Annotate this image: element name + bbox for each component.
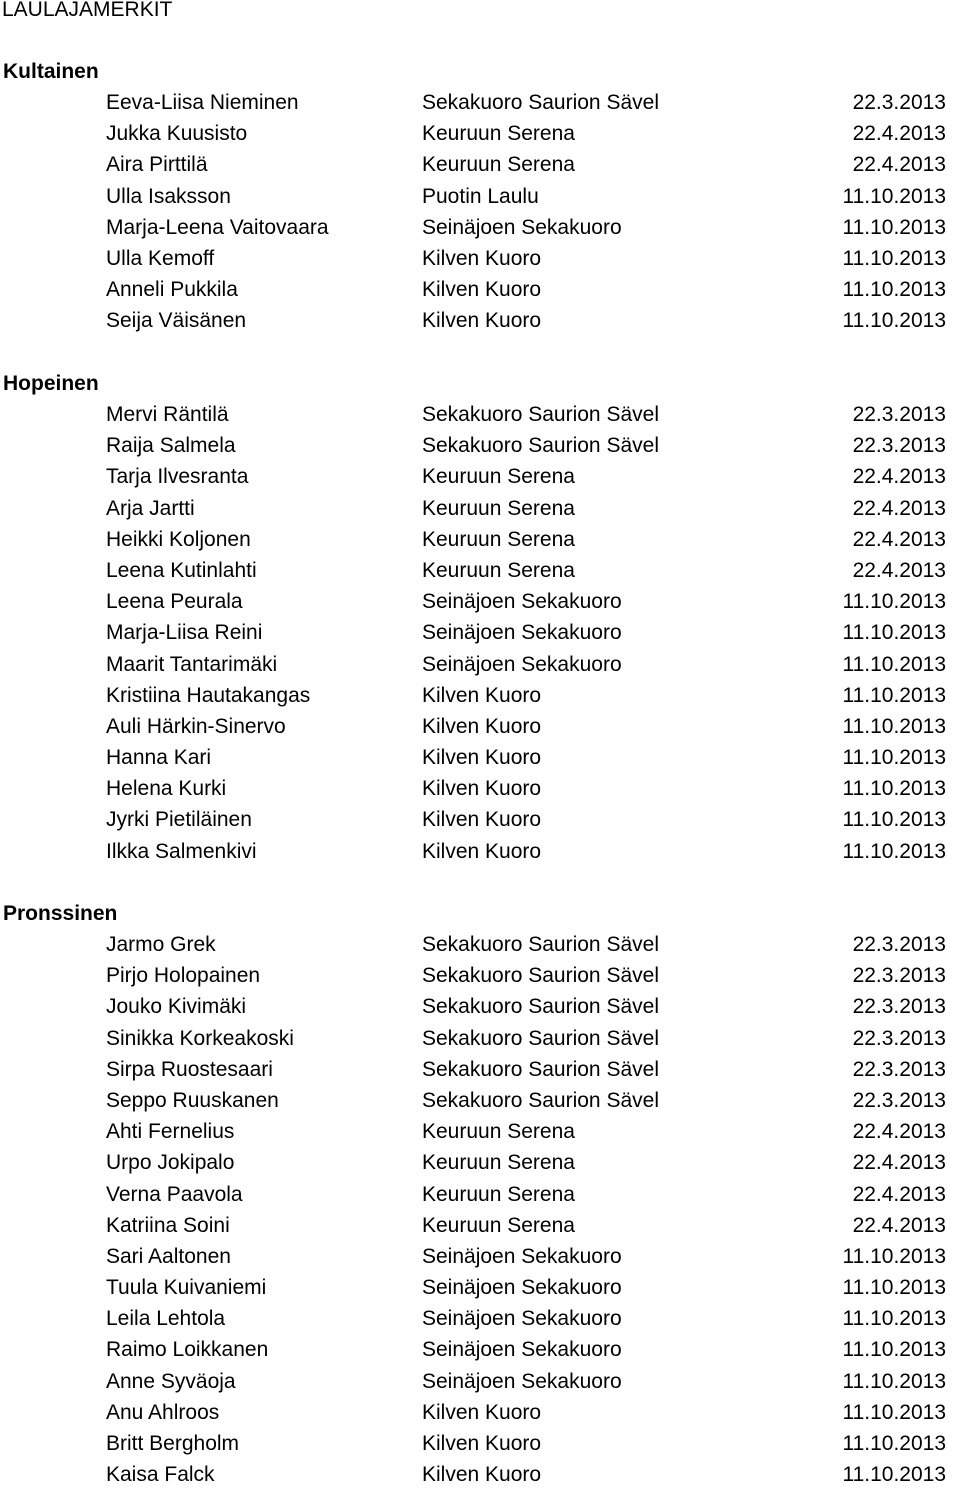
member-name: Raija Salmela [106,434,236,458]
award-date: 11.10.2013 [842,777,946,801]
choir-name: Keuruun Serena [422,558,575,582]
award-date: 22.3.2013 [852,403,946,426]
table-row [0,1276,960,1307]
member-name: Pirjo Holopainen [106,964,261,988]
member-name: Heikki Koljonen [106,527,251,551]
award-date: 11.10.2013 [842,621,946,645]
table-row [0,1338,960,1369]
award-date: 11.10.2013 [842,1338,946,1362]
award-date: 22.3.2013 [852,964,946,988]
choir-name: Sekakuoro Saurion Sävel [422,933,659,956]
choir-name: Keuruun Serena [422,465,575,489]
member-name: Helena Kurki [106,777,227,801]
member-list [0,933,960,1494]
member-name: Anu Ahlroos [106,1400,220,1424]
member-name: Hanna Kari [106,746,212,770]
member-name: Marja-Leena Vaitovaara [106,215,329,239]
award-date: 11.10.2013 [842,184,946,208]
table-row [0,1245,960,1276]
table-row [0,278,960,309]
choir-name: Sekakuoro Saurion Sävel [422,91,659,114]
table-row [0,528,960,559]
choir-name: Seinäjoen Sekakuoro [422,590,622,614]
table-row [0,1307,960,1338]
choir-name: Sekakuoro Saurion Sävel [422,995,659,1019]
table-row [0,684,960,715]
choir-name: Keuruun Serena [422,1120,575,1144]
award-date: 22.3.2013 [852,933,946,956]
table-row [0,216,960,247]
table-row [0,964,960,995]
table-row [0,403,960,434]
award-date: 22.4.2013 [852,527,946,551]
section-heading: Pronssinen [3,902,118,925]
member-name: Kaisa Falck [106,1463,215,1487]
award-date: 22.4.2013 [852,122,946,146]
member-name: Anneli Pukkila [106,278,238,302]
table-row [0,465,960,496]
member-name: Ilkka Salmenkivi [106,839,257,863]
member-name: Ulla Isaksson [106,184,231,208]
choir-name: Keuruun Serena [422,1182,575,1206]
section-heading: Kultainen [3,60,99,83]
award-date: 22.3.2013 [852,1088,946,1112]
award-date: 11.10.2013 [842,246,946,270]
member-name: Katriina Soini [106,1213,230,1237]
award-date: 22.4.2013 [852,558,946,582]
member-name: Seppo Ruuskanen [106,1088,279,1112]
award-date: 22.3.2013 [852,91,946,114]
choir-name: Kilven Kuoro [422,808,542,832]
table-row [0,840,960,871]
choir-name: Sekakuoro Saurion Sävel [422,1057,659,1081]
award-date: 22.3.2013 [852,1057,946,1081]
award-date: 11.10.2013 [842,278,946,302]
award-date: 11.10.2013 [842,652,946,676]
table-row [0,122,960,153]
member-name: Auli Härkin-Sinervo [106,714,286,738]
member-name: Maarit Tantarimäki [106,652,278,676]
member-name: Sari Aaltonen [106,1244,231,1268]
table-row [0,1120,960,1151]
table-row [0,247,960,278]
choir-name: Seinäjoen Sekakuoro [422,1369,622,1393]
member-name: Tuula Kuivaniemi [106,1276,267,1300]
member-name: Mervi Räntilä [106,403,229,426]
table-row [0,309,960,340]
award-date: 11.10.2013 [842,808,946,832]
table-row [0,746,960,777]
award-date: 22.4.2013 [852,1151,946,1175]
choir-name: Kilven Kuoro [422,1400,542,1424]
member-name: Raimo Loikkanen [106,1338,269,1362]
table-row [0,653,960,684]
table-row [0,1370,960,1401]
table-row [0,1089,960,1120]
page-title: LAULAJAMERKIT [2,0,173,21]
award-date: 22.4.2013 [852,1182,946,1206]
award-date: 11.10.2013 [842,1244,946,1268]
choir-name: Sekakuoro Saurion Sävel [422,964,659,988]
member-name: Eeva-Liisa Nieminen [106,91,299,114]
choir-name: Seinäjoen Sekakuoro [422,215,622,239]
choir-name: Kilven Kuoro [422,278,542,302]
table-row [0,1151,960,1182]
table-row [0,715,960,746]
choir-name: Seinäjoen Sekakuoro [422,1276,622,1300]
choir-name: Keuruun Serena [422,1151,575,1175]
choir-name: Kilven Kuoro [422,714,542,738]
table-row [0,1432,960,1463]
choir-name: Sekakuoro Saurion Sävel [422,1026,659,1050]
member-name: Jukka Kuusisto [106,122,248,146]
member-name: Seija Väisänen [106,309,247,333]
award-date: 11.10.2013 [842,1307,946,1331]
award-date: 22.4.2013 [852,1213,946,1237]
member-name: Kristiina Hautakangas [106,683,311,707]
member-name: Jarmo Grek [106,933,216,956]
choir-name: Kilven Kuoro [422,309,542,333]
choir-name: Kilven Kuoro [422,839,542,863]
table-row [0,91,960,122]
table-row [0,933,960,964]
choir-name: Seinäjoen Sekakuoro [422,1338,622,1362]
choir-name: Kilven Kuoro [422,683,542,707]
choir-name: Kilven Kuoro [422,746,542,770]
choir-name: Keuruun Serena [422,527,575,551]
choir-name: Kilven Kuoro [422,246,542,270]
member-name: Leena Peurala [106,590,243,614]
member-name: Jyrki Pietiläinen [106,808,252,832]
choir-name: Keuruun Serena [422,153,575,177]
choir-name: Kilven Kuoro [422,1463,542,1487]
member-name: Urpo Jokipalo [106,1151,235,1175]
choir-name: Sekakuoro Saurion Sävel [422,434,659,458]
table-row [0,1214,960,1245]
member-name: Sirpa Ruostesaari [106,1057,273,1081]
member-name: Marja-Liisa Reini [106,621,263,645]
section-heading: Hopeinen [3,372,99,395]
member-name: Britt Bergholm [106,1432,240,1455]
choir-name: Seinäjoen Sekakuoro [422,1307,622,1331]
award-date: 11.10.2013 [842,215,946,239]
member-name: Aira Pirttilä [106,153,208,177]
choir-name: Sekakuoro Saurion Sävel [422,403,659,426]
choir-name: Keuruun Serena [422,1213,575,1237]
award-date: 22.4.2013 [852,465,946,489]
award-date: 11.10.2013 [842,1400,946,1424]
table-row [0,621,960,652]
table-row [0,1058,960,1089]
award-date: 22.4.2013 [852,496,946,520]
member-name: Leena Kutinlahti [106,558,257,582]
table-row [0,497,960,528]
member-name: Arja Jartti [106,496,195,520]
award-date: 11.10.2013 [842,683,946,707]
choir-name: Puotin Laulu [422,184,539,208]
member-name: Tarja Ilvesranta [106,465,249,489]
choir-name: Kilven Kuoro [422,1432,542,1455]
award-date: 11.10.2013 [842,714,946,738]
award-date: 11.10.2013 [842,839,946,863]
award-date: 22.3.2013 [852,1026,946,1050]
table-row [0,777,960,808]
award-date: 11.10.2013 [842,1432,946,1455]
member-name: Ulla Kemoff [106,246,215,270]
member-name: Jouko Kivimäki [106,995,247,1019]
award-date: 11.10.2013 [842,1369,946,1393]
table-row [0,1027,960,1058]
award-date: 22.3.2013 [852,995,946,1019]
table-row [0,1183,960,1214]
choir-name: Seinäjoen Sekakuoro [422,652,622,676]
table-row [0,153,960,184]
award-date: 11.10.2013 [842,309,946,333]
table-row [0,995,960,1026]
member-name: Verna Paavola [106,1182,243,1206]
award-date: 11.10.2013 [842,746,946,770]
member-name: Sinikka Korkeakoski [106,1026,294,1050]
table-row [0,185,960,216]
member-name: Leila Lehtola [106,1307,226,1331]
table-row [0,1463,960,1494]
table-row [0,434,960,465]
table-row [0,590,960,621]
choir-name: Seinäjoen Sekakuoro [422,1244,622,1268]
award-date: 11.10.2013 [842,590,946,614]
choir-name: Keuruun Serena [422,496,575,520]
choir-name: Sekakuoro Saurion Sävel [422,1088,659,1112]
member-list [0,91,960,341]
choir-name: Keuruun Serena [422,122,575,146]
choir-name: Kilven Kuoro [422,777,542,801]
award-date: 11.10.2013 [842,1463,946,1487]
table-row [0,1401,960,1432]
member-list [0,403,960,871]
member-name: Anne Syväoja [106,1369,236,1393]
award-date: 22.3.2013 [852,434,946,458]
table-row [0,808,960,839]
member-name: Ahti Fernelius [106,1120,235,1144]
award-date: 22.4.2013 [852,1120,946,1144]
choir-name: Seinäjoen Sekakuoro [422,621,622,645]
award-date: 11.10.2013 [842,1276,946,1300]
table-row [0,559,960,590]
award-date: 22.4.2013 [852,153,946,177]
